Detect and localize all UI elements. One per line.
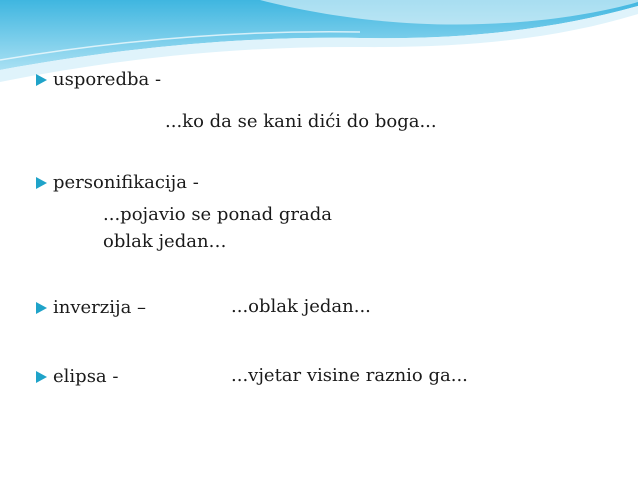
bullet-usporedba (36, 69, 161, 91)
term-label: usporedba - (53, 69, 162, 90)
arrow-bullet-icon (36, 74, 47, 86)
bullet-elipsa (36, 366, 118, 388)
example-inverzija: ...oblak jedan... (231, 296, 371, 317)
example-elipsa: ...vjetar visine raznio ga... (231, 365, 468, 386)
example-personifikacija-line-2: oblak jedan… (103, 231, 227, 252)
term-label: inverzija – (53, 297, 147, 318)
arrow-bullet-icon (36, 302, 47, 314)
arrow-bullet-icon (36, 371, 47, 383)
bullet-personifikacija (36, 172, 199, 194)
bullet-inverzija (36, 297, 146, 319)
term-label: elipsa - (53, 366, 119, 387)
term-label: personifikacija - (53, 172, 199, 193)
arrow-bullet-icon (36, 177, 47, 189)
example-usporedba: ...ko da se kani dići do boga... (165, 111, 437, 132)
example-personifikacija-line-1: ...pojavio se ponad grada (103, 204, 332, 225)
